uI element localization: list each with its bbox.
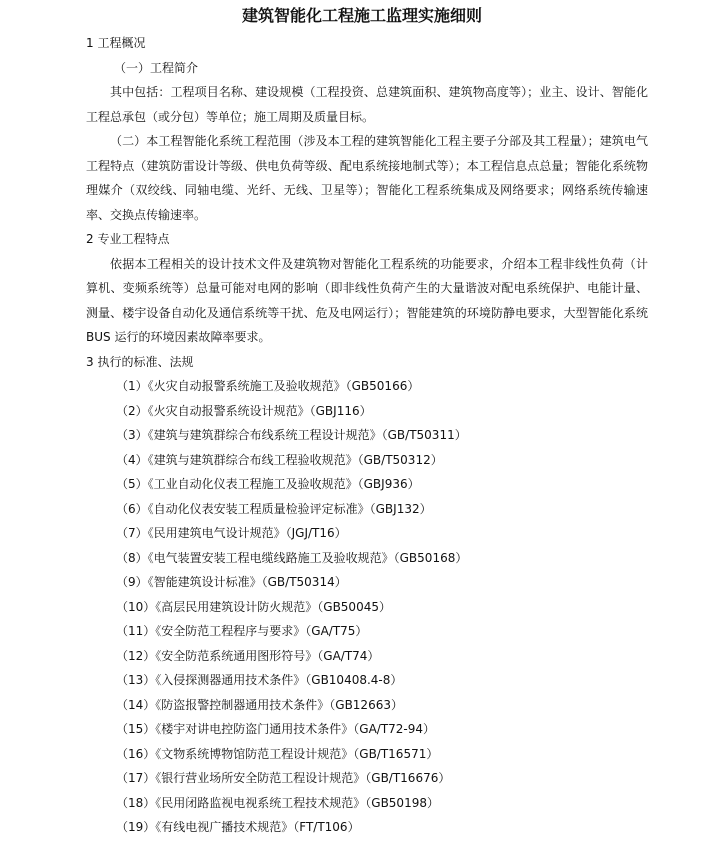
standard-item: （5）《工业自动化仪表工程施工及验收规范》（GBJ936） [116, 477, 420, 491]
standard-item: （18）《民用闭路监视电视系统工程技术规范》（GB50198） [116, 795, 439, 810]
standard-item: （9）《智能建筑设计标准》（GB/T50314） [116, 575, 347, 589]
standard-item: （1）《火灾自动报警系统施工及验收规范》（GB50166） [116, 379, 420, 393]
section-1-heading: 1 工程概况 [86, 36, 146, 50]
standard-item: （7）《民用建筑电气设计规范》（JGJ/T16） [116, 526, 347, 540]
standard-item: （14）《防盗报警控制器通用技术条件》（GB12663） [116, 697, 403, 712]
standard-item: （13）《入侵探测器通用技术条件》（GB10408.4-8） [116, 673, 403, 687]
standard-item: （10）《高层民用建筑设计防火规范》（GB50045） [116, 599, 391, 614]
section-1-subheading-1: （一）工程简介 [114, 60, 199, 75]
standard-item: （8）《电气装置安装工程电缆线路施工及验收规范》（GB50168） [116, 550, 468, 565]
standard-item: （4）《建筑与建筑群综合布线工程验收规范》（GB/T50312） [116, 452, 443, 467]
section-2-paragraph: 依据本工程相关的设计技术文件及建筑物对智能化工程系统的功能要求，介绍本工程非线性负荷（计算机、变频系统等）总量可能对电网的影响（即非线性负荷产生的大量谐波对配电系统保护、电能计量、测量、楼宇设备自动化及通信系统等干扰、危及电网运行）；智能建筑的环境防静电要求，大型智能化系统 BUS 运行的环境因素故障率要求。 [86, 256, 648, 344]
section-3-heading: 3 执行的标准、法规 [86, 354, 194, 369]
standard-item: （12）《安全防范系统通用图形符号》（GA/T74） [116, 648, 380, 663]
section-2-heading: 2 专业工程特点 [86, 232, 170, 246]
standard-item: （11）《安全防范工程程序与要求》（GA/T75） [116, 624, 368, 638]
standard-item: （15）《楼宇对讲电控防盗门通用技术条件》（GA/T72-94） [116, 722, 436, 736]
standard-item: （2）《火灾自动报警系统设计规范》（GBJ116） [116, 403, 372, 418]
document-title: 建筑智能化工程施工监理实施细则 [241, 6, 482, 25]
section-1-paragraph-1: 其中包括：工程项目名称、建设规模（工程投资、总建筑面积、建筑物高度等）；业主、设计、智能化工程总承包（或分包）等单位；施工周期及质量目标。 [86, 85, 648, 124]
standard-item: （16）《文物系统博物馆防范工程设计规范》（GB/T16571） [116, 746, 439, 761]
standard-item: （6）《自动化仪表安装工程质量检验评定标准》（GBJ132） [116, 501, 432, 516]
standard-item: （3）《建筑与建筑群综合布线系统工程设计规范》（GB/T50311） [116, 428, 467, 442]
standard-item: （19）《有线电视广播技术规范》（FT/T106） [116, 820, 360, 834]
standard-item: （17）《银行营业场所安全防范工程设计规范》（GB/T16676） [116, 771, 451, 785]
section-1-paragraph-2: （二）本工程智能化系统工程范围（涉及本工程的建筑智能化工程主要子分部及其工程量）；建筑电气工程特点（建筑防雷设计等级、供电负荷等级、配电系统接地制式等）；本工程信息点总量；智能化系统物理媒介（双绞线、同轴电缆、光纤、无线、卫星等）；智能化工程系统集成及网络要求；网络系统传输速率、交换点传输速率。 [86, 134, 648, 222]
standards-list [86, 374, 648, 840]
